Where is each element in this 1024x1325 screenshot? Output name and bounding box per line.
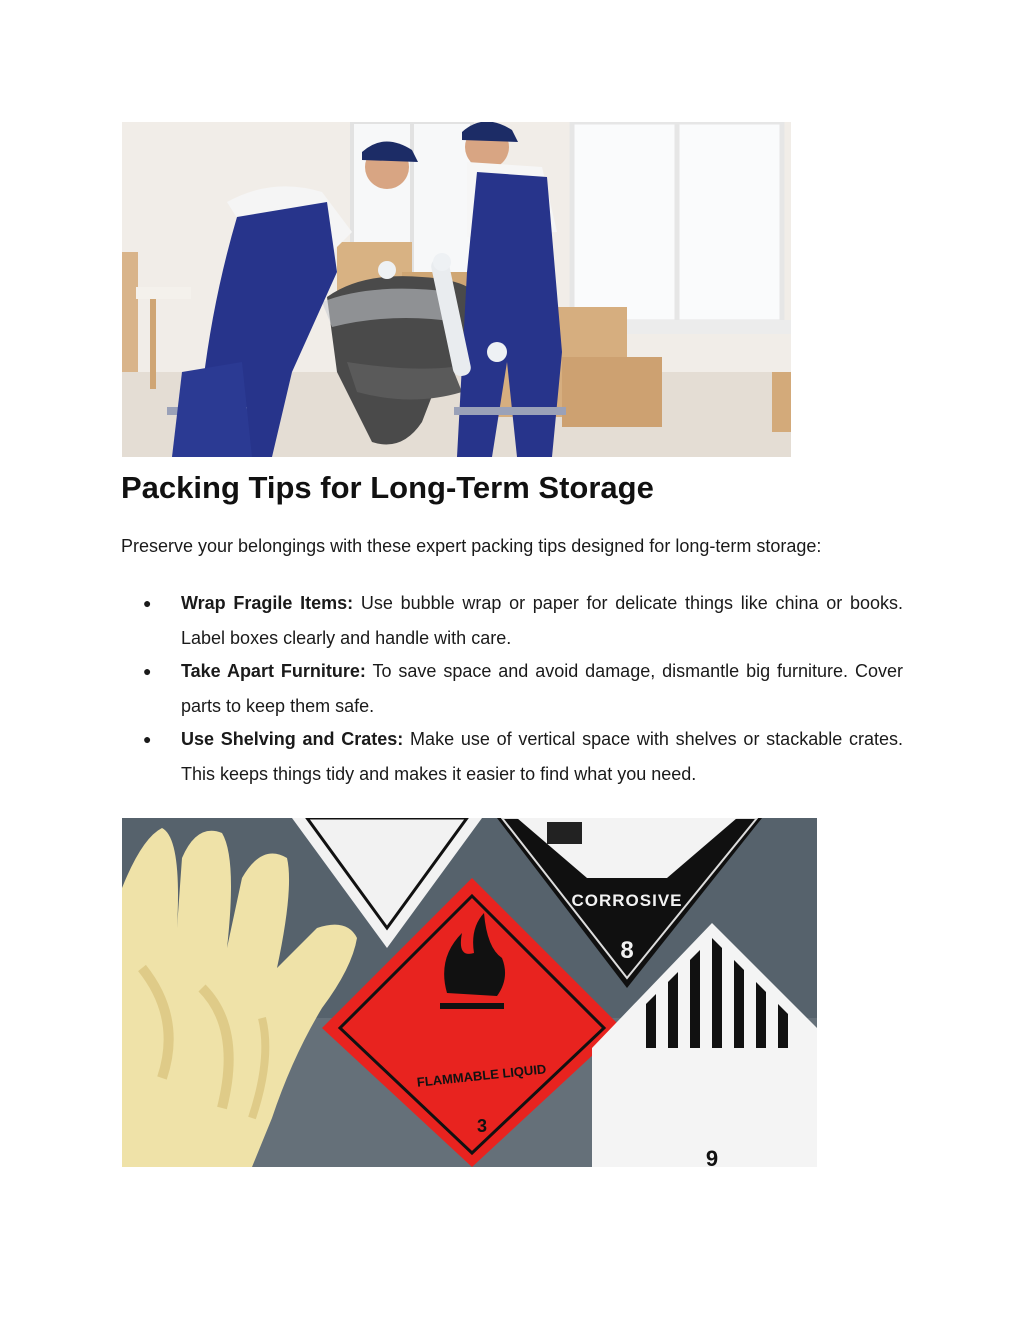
page-title: Packing Tips for Long-Term Storage — [121, 470, 654, 505]
flammable-label: FLAMMABLE LIQUID — [416, 1061, 547, 1090]
flammable-class-label: 3 — [476, 1116, 488, 1136]
bullet-icon: ● — [143, 731, 152, 747]
list-item — [143, 654, 903, 724]
hazard-illustration — [122, 818, 817, 1167]
tip-text: Make use of vertical space with shelves or stackable crates. This keeps things tidy and makes it easier to find what you need. — [181, 729, 903, 784]
list-item — [143, 586, 903, 656]
corrosive-class-label: 8 — [620, 937, 634, 964]
tip-text: To save space and avoid damage, dismantle big furniture. Cover parts to keep them safe. — [181, 661, 903, 716]
tip-title: Use Shelving and Crates: — [181, 729, 404, 749]
intro-paragraph: Preserve your belongings with these expert packing tips designed for long-term storage: — [121, 536, 822, 556]
tip-text: Use bubble wrap or paper for delicate things like china or books. Label boxes clearly and handle with care. — [181, 593, 903, 648]
corrosive-label: CORROSIVE — [571, 891, 683, 910]
bullet-icon: ● — [143, 663, 152, 679]
hazard-labels-photo — [122, 818, 817, 1167]
misc-class-label: 9 — [705, 1146, 719, 1167]
movers-illustration — [122, 122, 791, 457]
tip-title: Take Apart Furniture: — [181, 661, 366, 681]
movers-photo — [122, 122, 791, 457]
tip-title: Wrap Fragile Items: — [181, 593, 354, 613]
bullet-icon: ● — [143, 595, 152, 611]
list-item — [143, 722, 903, 792]
